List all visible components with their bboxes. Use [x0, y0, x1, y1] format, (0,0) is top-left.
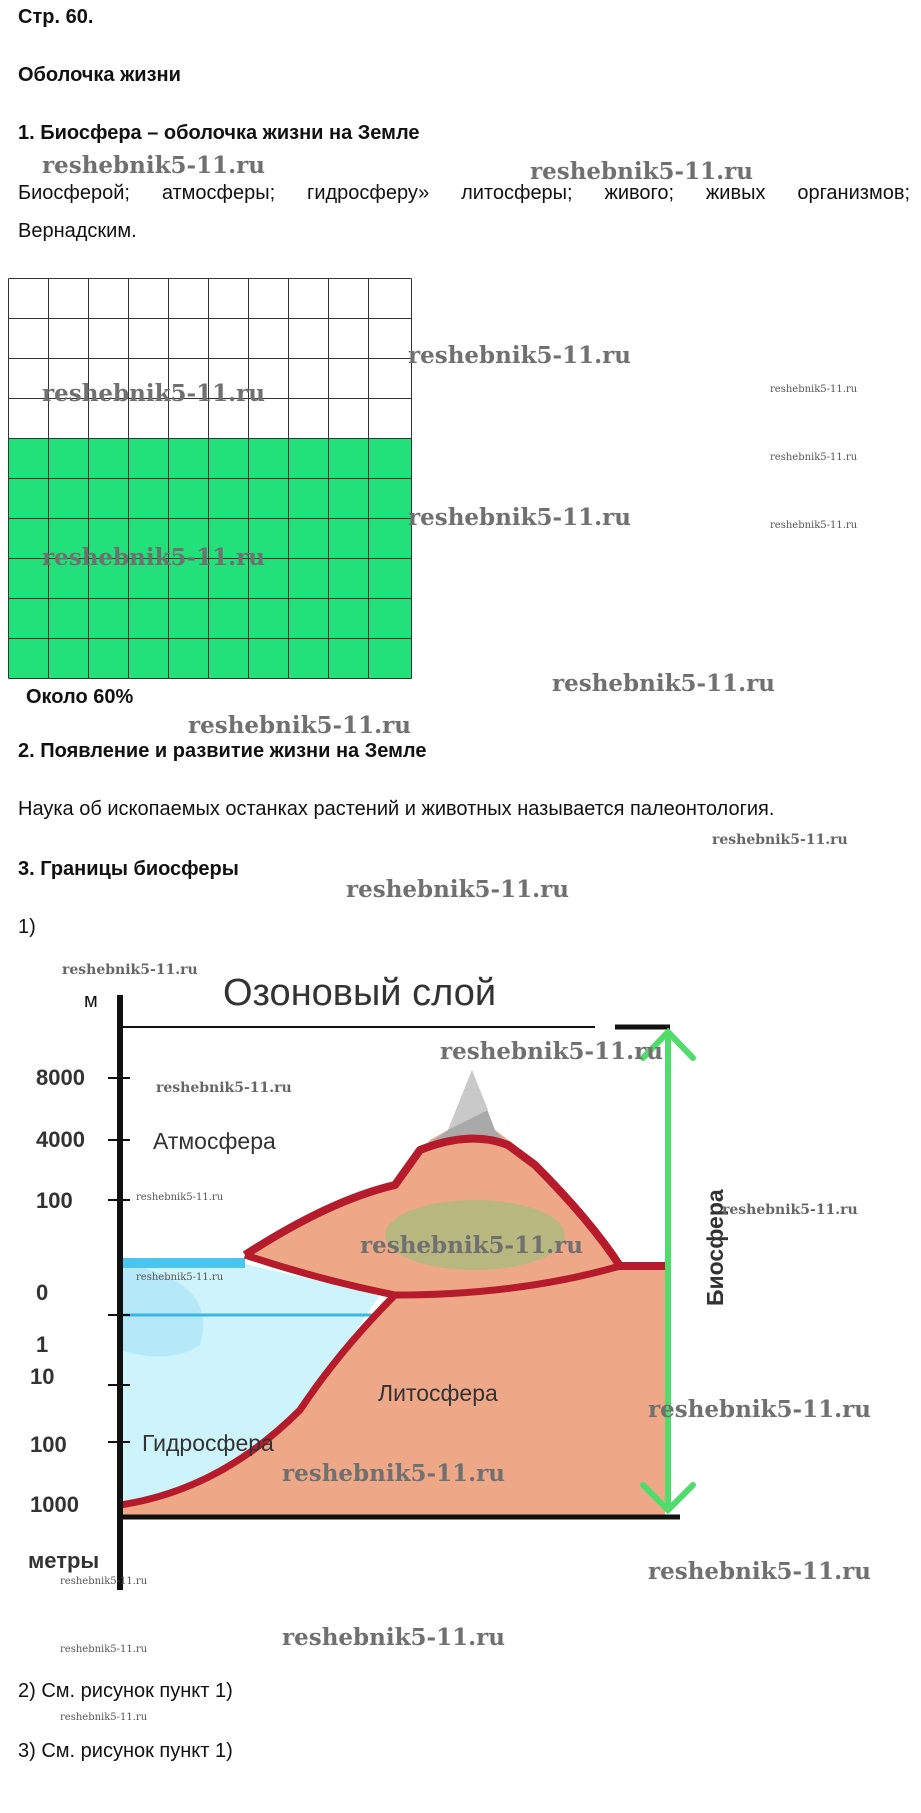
- watermark-small: reshebnik5-11.ru: [136, 1192, 224, 1203]
- watermark-small: reshebnik5-11.ru: [60, 1576, 148, 1587]
- watermark-small: reshebnik5-11.ru: [62, 962, 198, 978]
- tick-100-top: 100: [36, 1188, 73, 1213]
- section-title: Оболочка жизни: [18, 64, 181, 86]
- s3-item1: 1): [18, 916, 36, 938]
- percent-grid: [8, 278, 412, 680]
- watermark: reshebnik5-11.ru: [408, 342, 631, 369]
- watermark: reshebnik5-11.ru: [440, 1038, 663, 1065]
- watermark: reshebnik5-11.ru: [282, 1460, 505, 1487]
- tick-4000: 4000: [36, 1127, 85, 1152]
- watermark: reshebnik5-11.ru: [552, 670, 775, 697]
- tick-1: 1: [36, 1332, 49, 1357]
- tick-0: 0: [36, 1280, 49, 1305]
- watermark: reshebnik5-11.ru: [346, 876, 569, 903]
- biosphere-label: Биосфера: [702, 1189, 728, 1306]
- s2-text: Наука об ископаемых останках растений и животных называется палеонтология.: [18, 798, 775, 820]
- watermark-small: reshebnik5-11.ru: [722, 1202, 858, 1218]
- tick-10: 10: [30, 1364, 55, 1389]
- watermark-small: reshebnik5-11.ru: [770, 452, 858, 463]
- tick-8000: 8000: [36, 1065, 85, 1090]
- watermark: reshebnik5-11.ru: [408, 504, 631, 531]
- atmosphere-label: Атмосфера: [153, 1128, 276, 1154]
- unit-top: м: [84, 990, 98, 1012]
- water-surface: [120, 1258, 245, 1268]
- watermark: reshebnik5-11.ru: [648, 1558, 871, 1585]
- watermark: reshebnik5-11.ru: [42, 380, 265, 407]
- unit-bottom: метры: [28, 1548, 100, 1573]
- s3-title: 3. Границы биосферы: [18, 858, 239, 880]
- s1-line2: Вернадским.: [18, 220, 137, 242]
- watermark: reshebnik5-11.ru: [282, 1624, 505, 1651]
- tick-1000: 1000: [30, 1492, 79, 1517]
- grid-caption: Около 60%: [26, 686, 134, 708]
- hydrosphere-label: Гидросфера: [142, 1430, 274, 1456]
- watermark-small: reshebnik5-11.ru: [156, 1080, 292, 1096]
- watermark: reshebnik5-11.ru: [42, 152, 265, 179]
- watermark-small: reshebnik5-11.ru: [770, 384, 858, 395]
- s3-item3: 3) См. рисунок пункт 1): [18, 1740, 233, 1762]
- tick-100-bottom: 100: [30, 1432, 67, 1457]
- s1-line1: Биосферой; атмосферы; гидросферу» литосферы; живого; живых организмов;: [18, 182, 910, 204]
- watermark-small: reshebnik5-11.ru: [770, 520, 858, 531]
- watermark-small: reshebnik5-11.ru: [712, 832, 848, 848]
- ozone-label: Озоновый слой: [223, 972, 497, 1014]
- watermark: reshebnik5-11.ru: [360, 1232, 583, 1259]
- s2-title: 2. Появление и развитие жизни на Земле: [18, 740, 427, 762]
- lithosphere-label: Литосфера: [378, 1380, 498, 1406]
- page-label: Стр. 60.: [18, 6, 94, 28]
- watermark: reshebnik5-11.ru: [188, 712, 411, 739]
- watermark-small: reshebnik5-11.ru: [60, 1644, 148, 1655]
- watermark: reshebnik5-11.ru: [530, 158, 753, 185]
- watermark-small: reshebnik5-11.ru: [60, 1712, 148, 1723]
- watermark-small: reshebnik5-11.ru: [136, 1272, 224, 1283]
- s3-item2: 2) См. рисунок пункт 1): [18, 1680, 233, 1702]
- s1-title: 1. Биосфера – оболочка жизни на Земле: [18, 122, 420, 144]
- watermark: reshebnik5-11.ru: [42, 544, 265, 571]
- watermark: reshebnik5-11.ru: [648, 1396, 871, 1423]
